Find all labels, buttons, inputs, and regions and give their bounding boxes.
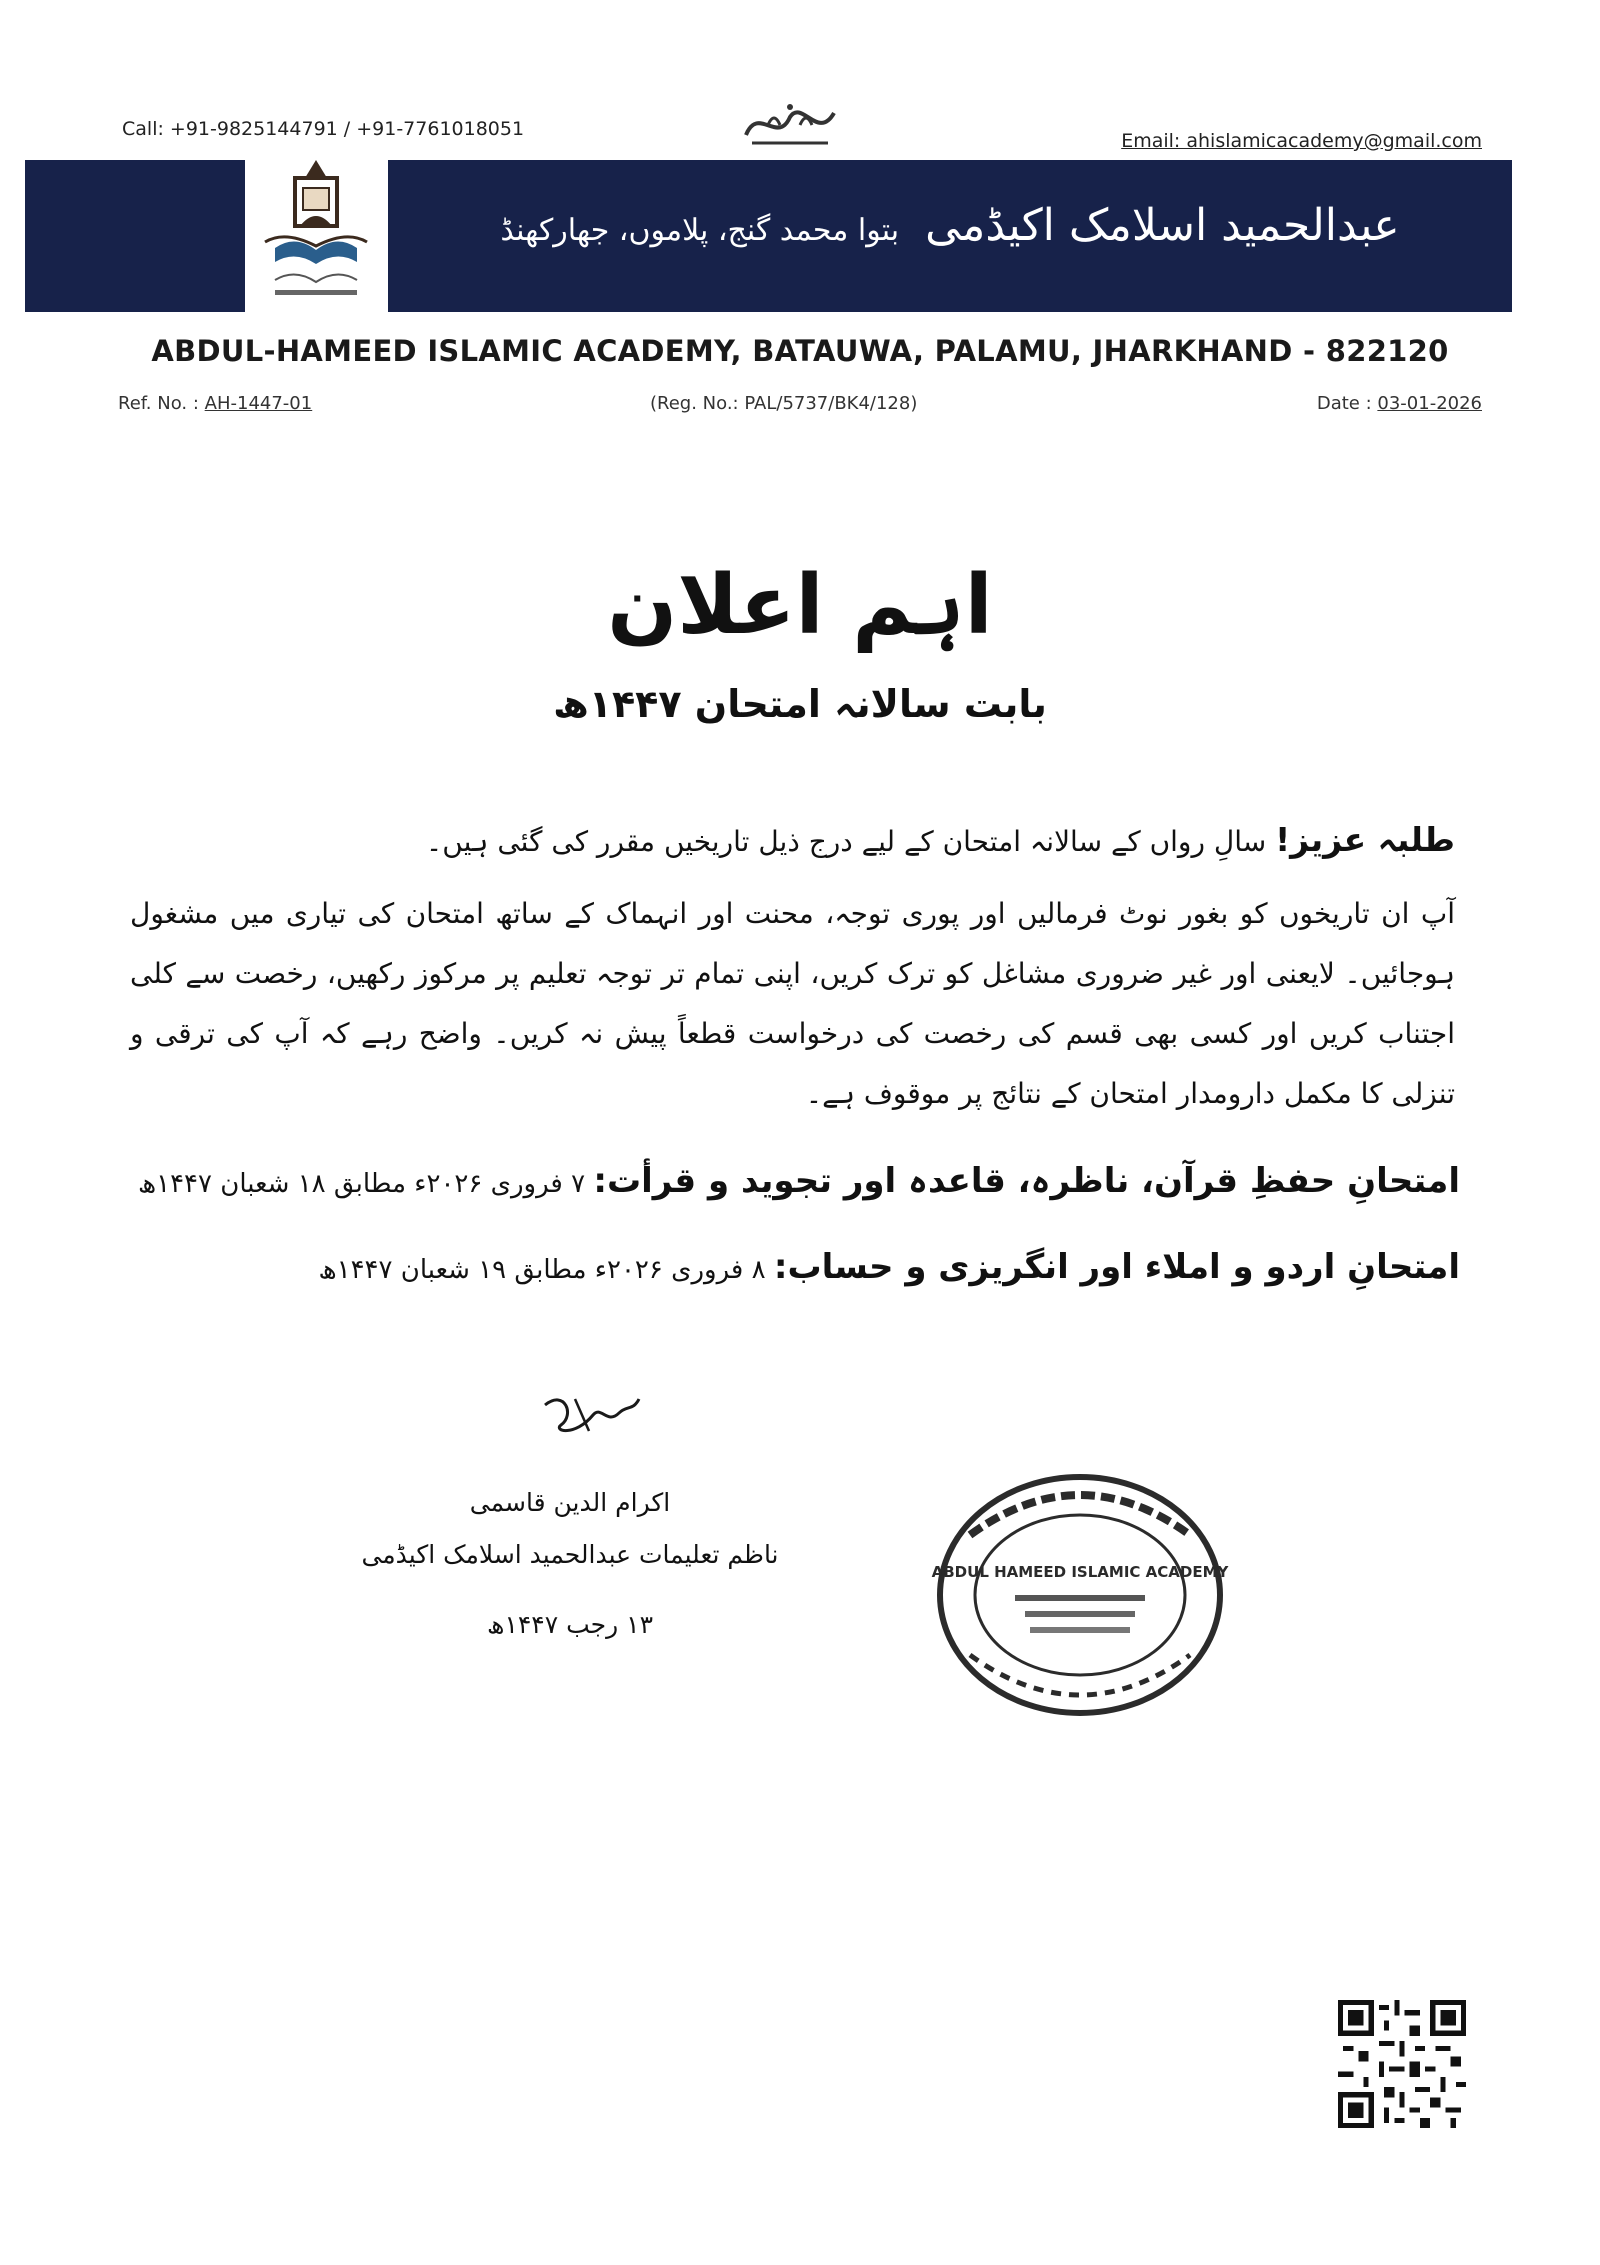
exam-date: ۷ فروری ۲۰۲۶ء مطابق ۱۸ شعبان ۱۴۴۷ھ xyxy=(137,1169,586,1199)
signature-date: ۱۳ رجب ۱۴۴۷ھ xyxy=(486,1610,653,1639)
qr-code-icon[interactable] xyxy=(1338,2000,1466,2128)
ref-label: Ref. No. : xyxy=(118,393,199,414)
phone-numbers: Call: +91-9825144791 / +91-7761018051 xyxy=(122,118,525,140)
date-value: 03-01-2026 xyxy=(1377,393,1482,414)
academy-logo-icon xyxy=(245,150,388,310)
greeting: طلبہ عزیز! xyxy=(1275,820,1455,859)
notice-subheading: بابت سالانہ امتحان ۱۴۴۷ھ xyxy=(553,682,1047,726)
greeting-paragraph xyxy=(130,820,1455,862)
notice-heading: اہم اعلان xyxy=(607,558,993,653)
stamp-text: ABDUL HAMEED ISLAMIC ACADEMY xyxy=(931,1563,1229,1581)
reference-number xyxy=(118,393,312,414)
academy-name-urdu xyxy=(388,200,1512,251)
ref-value: AH-1447-01 xyxy=(204,393,313,414)
date-label: Date : xyxy=(1316,393,1372,414)
exam-schedule-item xyxy=(130,1160,1460,1201)
exam-label: امتحانِ حفظِ قرآن، ناظرہ، قاعدہ اور تجوید و قرأت: xyxy=(593,1161,1460,1201)
instructions-paragraph: آپ ان تاریخوں کو بغور نوٹ فرمالیں اور پوری توجہ، محنت اور انہماک کے ساتھ امتحان کی تیاری میں مشغول ہوجائیں۔ لایعنی اور غیر ضروری مشاغل کو ترک کریں، اپنی تمام تر توجہ تعلیم پر مرکوز رکھیں، رخصت سے کلی اجتناب کریں اور کسی بھی قسم کی رخصت کی درخواست قطعاً پیش نہ کریں۔ واضح رہے کہ آپ کی ترقی و تنزلی کا مکمل دارومدار امتحان کے نتائج پر موقوف ہے۔ xyxy=(130,897,1455,1110)
email-address[interactable]: Email: ahislamicacademy@gmail.com xyxy=(1121,130,1482,152)
bismillah-calligraphy xyxy=(738,95,842,151)
academy-seal-stamp xyxy=(930,1465,1230,1725)
exam-label: امتحانِ اردو و املاء اور انگریزی و حساب: xyxy=(773,1247,1460,1287)
handwritten-signature xyxy=(535,1385,645,1447)
issue-date xyxy=(1317,393,1482,414)
exam-date: ۸ فروری ۲۰۲۶ء مطابق ۱۹ شعبان ۱۴۴۷ھ xyxy=(318,1255,766,1285)
exam-schedule-item xyxy=(130,1247,1460,1287)
header-band-left xyxy=(25,160,245,312)
academy-location-urdu: بتوا محمد گنج، پلاموں، جھارکھنڈ xyxy=(500,213,900,248)
academy-name-urdu-main: عبدالحمید اسلامک اکیڈمی xyxy=(925,200,1400,251)
intro-text: سالِ رواں کے سالانہ امتحان کے لیے درج ذیل تاریخیں مقرر کی گئی ہیں۔ xyxy=(425,825,1267,858)
registration-number: (Reg. No.: PAL/5737/BK4/128) xyxy=(650,393,918,414)
signatory-name: اکرام الدین قاسمی xyxy=(469,1488,671,1517)
signatory-title: ناظم تعلیمات عبدالحمید اسلامک اکیڈمی xyxy=(361,1540,779,1569)
academy-address: ABDUL-HAMEED ISLAMIC ACADEMY, BATAUWA, PALAMU, JHARKHAND - 822120 xyxy=(151,334,1449,368)
